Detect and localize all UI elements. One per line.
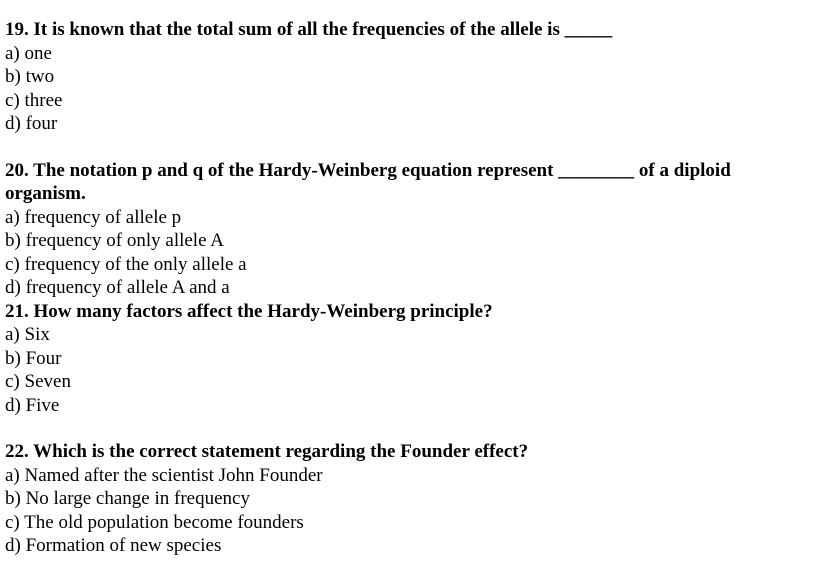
option-a: a) frequency of allele p <box>5 206 182 228</box>
spacer <box>5 417 817 440</box>
option-d: d) four <box>5 113 58 134</box>
option-d: d) frequency of allele A and a <box>5 277 230 298</box>
question-20 <box>5 159 817 300</box>
question-heading-continued: organism. <box>5 183 86 204</box>
spacer <box>5 136 817 159</box>
option-b: b) frequency of only allele A <box>5 230 224 251</box>
question-heading: 20. The notation p and q of the Hardy-Weinberg equation represent ________ of a diploid <box>5 159 731 181</box>
question-19 <box>5 18 817 136</box>
question-heading: 21. How many factors affect the Hardy-Weinberg principle? <box>5 300 493 322</box>
option-b: b) No large change in frequency <box>5 488 250 509</box>
option-c: c) three <box>5 89 63 111</box>
option-a: a) one <box>5 42 52 64</box>
option-b: b) two <box>5 66 55 87</box>
question-22 <box>5 440 817 558</box>
option-b: b) Four <box>5 347 62 369</box>
option-a: a) Named after the scientist John Founder <box>5 464 323 486</box>
option-c: c) frequency of the only allele a <box>5 253 247 275</box>
option-c: c) The old population become founders <box>5 511 304 533</box>
question-21 <box>5 300 817 418</box>
option-d: d) Five <box>5 394 60 416</box>
question-heading: 19. It is known that the total sum of all the frequencies of the allele is _____ <box>5 19 613 40</box>
option-d: d) Formation of new species <box>5 535 222 556</box>
question-heading: 22. Which is the correct statement regarding the Founder effect? <box>5 441 529 462</box>
quiz-document <box>5 18 817 558</box>
option-c: c) Seven <box>5 371 71 392</box>
option-a: a) Six <box>5 324 50 345</box>
